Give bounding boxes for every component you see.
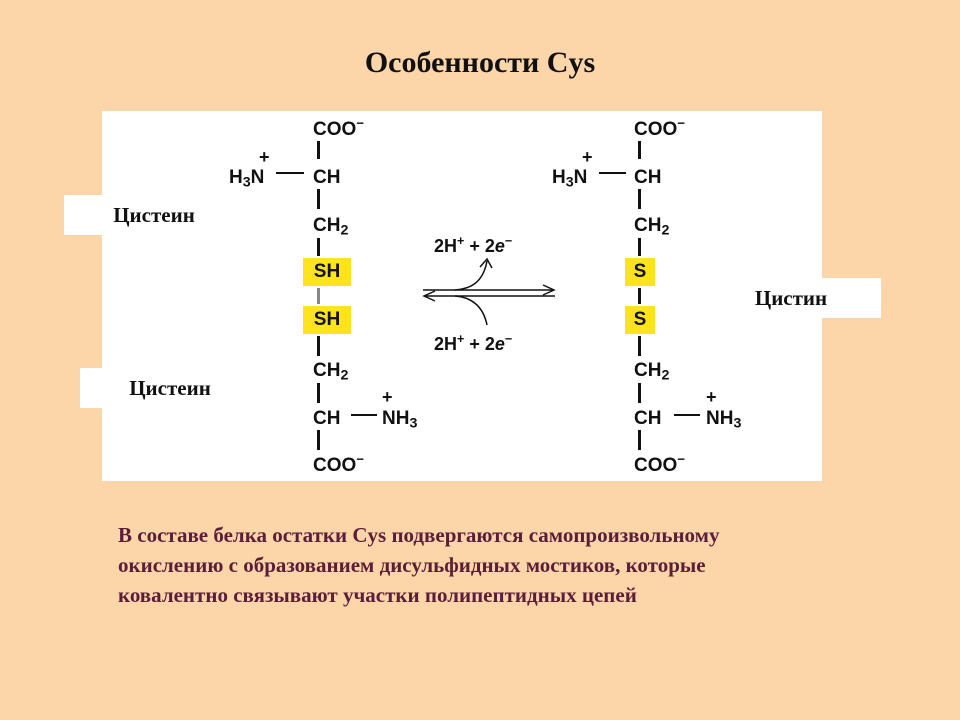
bond xyxy=(317,430,320,450)
caption-line: ковалентно связывают участки полипептидных цепей xyxy=(118,583,637,607)
bond xyxy=(638,336,641,356)
bond xyxy=(638,141,641,159)
bond xyxy=(638,430,641,450)
bond xyxy=(638,383,641,403)
reversible-reaction-arrows-icon xyxy=(415,255,565,335)
caption-line: В составе белка остатки Cys подвергаются самопроизвольному xyxy=(118,523,720,547)
bond xyxy=(317,189,320,209)
right-bottom-sulfur: S xyxy=(625,306,655,334)
bond xyxy=(317,238,320,256)
bond xyxy=(317,336,320,356)
right-top-amino-group: $H_3N$ xyxy=(552,167,588,191)
reaction-top-label: 2H+ + 2e− xyxy=(434,234,513,256)
amino-charge: + xyxy=(706,387,717,407)
disulfide-bond xyxy=(638,288,641,304)
label-cystine: Цистин xyxy=(701,278,881,318)
left-top-amino-group: $H_3N$ xyxy=(229,167,265,191)
bond xyxy=(317,288,320,304)
bond xyxy=(317,383,320,403)
bond xyxy=(276,172,304,174)
left-bottom-methylene: $CH_2$ xyxy=(313,360,349,384)
bond xyxy=(351,414,377,416)
left-bottom-amino-group: $NH_3$ xyxy=(382,408,418,432)
left-bottom-thiol-group: SH xyxy=(303,306,351,334)
right-bottom-methylene: $CH_2$ xyxy=(634,360,670,384)
left-bottom-alpha-carbon: CH xyxy=(313,408,341,429)
left-top-thiol-group: SH xyxy=(303,258,351,286)
amino-charge: + xyxy=(582,147,593,167)
caption-line: окислению с образованием дисульфидных мостиков, которые xyxy=(118,553,706,577)
label-cysteine-top: Цистеин xyxy=(64,195,244,235)
label-cysteine-bottom: Цистеин xyxy=(80,368,260,408)
left-top-carboxylate: COO− xyxy=(313,115,365,140)
amino-charge: + xyxy=(259,147,270,167)
amino-charge: + xyxy=(382,387,393,407)
reaction-bottom-label: 2H+ + 2e− xyxy=(434,332,513,354)
bond xyxy=(317,141,320,159)
right-bottom-alpha-carbon: CH xyxy=(634,408,662,429)
left-top-alpha-carbon: CH xyxy=(313,167,341,188)
left-top-methylene: $CH_2$ xyxy=(313,215,349,239)
bond xyxy=(638,238,641,256)
right-bottom-carboxylate: COO− xyxy=(634,451,686,476)
right-top-carboxylate: COO− xyxy=(634,115,686,140)
right-top-methylene: $CH_2$ xyxy=(634,215,670,239)
right-top-alpha-carbon: CH xyxy=(634,167,662,188)
left-bottom-carboxylate: COO− xyxy=(313,451,365,476)
page-title: Особенности Cys xyxy=(364,46,596,79)
caption xyxy=(118,520,908,610)
right-bottom-amino-group: $NH_3$ xyxy=(706,408,742,432)
bond xyxy=(599,172,626,174)
right-top-sulfur: S xyxy=(625,258,655,286)
bond xyxy=(674,414,700,416)
bond xyxy=(638,189,641,209)
